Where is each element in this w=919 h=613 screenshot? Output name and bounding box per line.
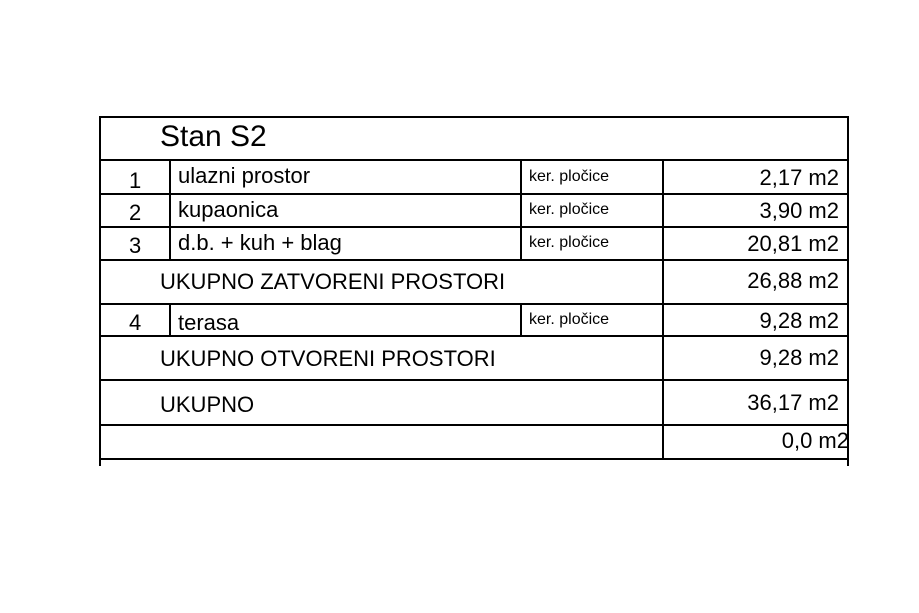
row-divider bbox=[99, 303, 849, 305]
floor-material: ker. pločice bbox=[529, 168, 610, 185]
row-number: 3 bbox=[129, 233, 142, 258]
border-right bbox=[847, 116, 849, 466]
room-name: ulazni prostor bbox=[178, 163, 311, 188]
room-area: 3,90 m2 bbox=[759, 198, 839, 223]
closed-total-area: 26,88 m2 bbox=[747, 268, 839, 293]
row-divider bbox=[99, 159, 849, 161]
room-area: 20,81 m2 bbox=[747, 231, 839, 256]
room-name: kupaonica bbox=[178, 197, 279, 222]
row-divider bbox=[99, 424, 849, 426]
table-title: Stan S2 bbox=[160, 120, 267, 153]
closed-total-label: UKUPNO ZATVORENI PROSTORI bbox=[160, 269, 506, 294]
row-number: 1 bbox=[129, 168, 142, 193]
row-divider bbox=[99, 193, 849, 195]
row-divider bbox=[99, 226, 849, 228]
row-divider bbox=[99, 458, 849, 460]
border-left bbox=[99, 116, 101, 466]
col-divider bbox=[520, 159, 522, 260]
floor-material: ker. pločice bbox=[529, 201, 610, 218]
grand-total-area: 36,17 m2 bbox=[747, 390, 839, 415]
extra-area: 0,0 m2 bbox=[781, 428, 849, 453]
room-name: d.b. + kuh + blag bbox=[178, 230, 342, 255]
room-area: 2,17 m2 bbox=[759, 165, 839, 190]
row-divider bbox=[99, 379, 849, 381]
border-top bbox=[99, 116, 849, 118]
row-divider bbox=[99, 335, 849, 337]
col-divider bbox=[169, 159, 171, 260]
room-name: terasa bbox=[178, 310, 240, 335]
open-total-area: 9,28 m2 bbox=[759, 345, 839, 370]
room-area: 9,28 m2 bbox=[759, 308, 839, 333]
col-divider bbox=[662, 159, 664, 460]
floor-material: ker. pločice bbox=[529, 234, 610, 251]
row-number: 4 bbox=[129, 310, 142, 335]
row-divider bbox=[99, 259, 849, 261]
open-total-label: UKUPNO OTVORENI PROSTORI bbox=[160, 346, 496, 371]
floor-material: ker. pločice bbox=[529, 311, 610, 328]
grand-total-label: UKUPNO bbox=[160, 392, 255, 417]
col-divider bbox=[169, 303, 171, 337]
row-number: 2 bbox=[129, 200, 142, 225]
col-divider bbox=[520, 303, 522, 337]
